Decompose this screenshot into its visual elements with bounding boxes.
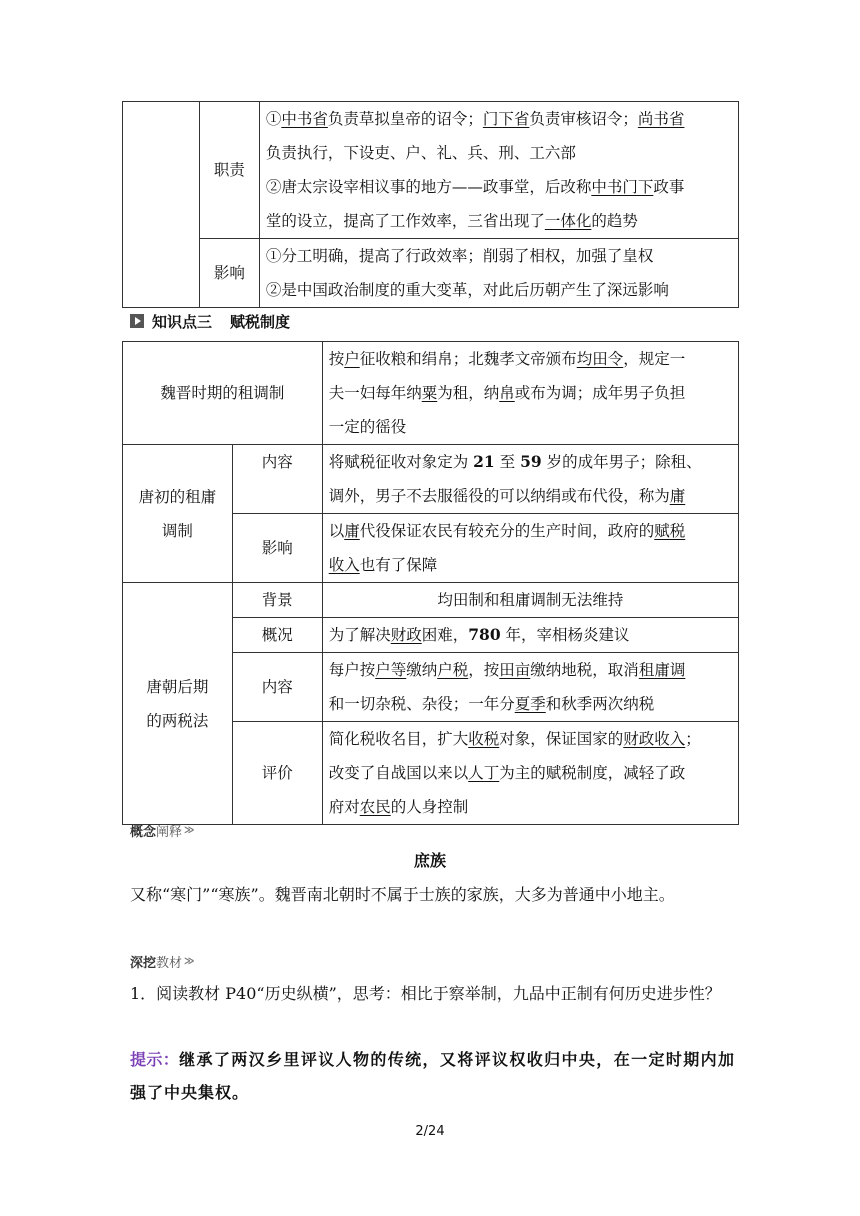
wei-jin-label: 魏晋时期的租调制 bbox=[123, 342, 323, 445]
evaluation-label: 评价 bbox=[232, 722, 322, 825]
background-label: 背景 bbox=[232, 583, 322, 618]
duties-content: ①中书省负责草拟皇帝的诏令；门下省负责审核诏令；尚书省 负责执行，下设吏、户、礼、兵、刑、工六部 ②唐太宗设宰相议事的地方——政事堂，后改称中书门下政事 堂的设立，提高了工作效率，三省出现了一体化的趋势 bbox=[259, 102, 738, 239]
term-definition: 又称“寒门”“寒族”。魏晋南北朝时不属于士族的家族，大多为普通中小地主。 bbox=[130, 885, 675, 904]
question-text: 1．阅读教材 P40“历史纵横”，思考：相比于察举制，九品中正制有何历史进步性？ bbox=[130, 984, 721, 1003]
tang-early-impact-label: 影响 bbox=[232, 514, 322, 583]
tang-late-label: 唐朝后期 的两税法 bbox=[123, 583, 233, 825]
page-number: 2/24 bbox=[415, 1124, 445, 1139]
section-title: 赋税制度 bbox=[230, 312, 291, 331]
section-heading bbox=[130, 309, 290, 333]
dig-label: 深挖 教材 ≫ bbox=[130, 956, 195, 971]
play-triangle-icon bbox=[130, 314, 144, 328]
section-number: 知识点三 bbox=[152, 312, 213, 331]
tang-early-label: 唐初的租庸 调制 bbox=[123, 445, 233, 583]
overview-label: 概况 bbox=[232, 618, 322, 653]
term-title: 庶族 bbox=[413, 851, 446, 870]
chevron-down-icon: ≫ bbox=[184, 825, 195, 836]
wei-jin-content: 按户征收粮和绢帛；北魏孝文帝颁布均田令，规定一 夫一妇每年纳粟为租，纳帛或布为调；成年男子负担 一定的徭役 bbox=[322, 342, 738, 445]
hint-label: 提示： bbox=[130, 1050, 180, 1069]
tang-early-impact: 以庸代役保证农民有较充分的生产时间，政府的赋税 收入也有了保障 bbox=[322, 514, 738, 583]
three-departments-table bbox=[122, 101, 739, 308]
tang-early-content: 将赋税征收对象定为 21 至 59 岁的成年男子；除租、 调外，男子不去服徭役的可以纳绢或布代役，称为庸 bbox=[322, 445, 738, 514]
background-text: 均田制和租庸调制无法维持 bbox=[322, 583, 738, 618]
tang-late-content-label: 内容 bbox=[232, 653, 322, 722]
overview-text: 为了解决财政困难，780 年，宰相杨炎建议 bbox=[322, 618, 738, 653]
tax-system-table bbox=[122, 341, 739, 825]
evaluation-text: 简化税收名目，扩大收税对象，保证国家的财政收入； 改变了自战国以来以人丁为主的赋税制度，减轻了政 府对农民的人身控制 bbox=[322, 722, 738, 825]
impact-label: 影响 bbox=[199, 239, 259, 308]
hint-text: 继承了两汉乡里评议人物的传统，又将评议权收归中央，在一定时期内加强了中央集权。 bbox=[130, 1050, 735, 1102]
tang-late-content: 每户按户等缴纳户税，按田亩缴纳地税，取消租庸调 和一切杂税、杂役；一年分夏季和秋季两次纳税 bbox=[322, 653, 738, 722]
empty-category-cell bbox=[123, 102, 200, 308]
impact-content: ①分工明确，提高了行政效率；削弱了相权，加强了皇权 ②是中国政治制度的重大变革，对此后历朝产生了深远影响 bbox=[259, 239, 738, 308]
chevron-down-icon: ≫ bbox=[184, 956, 195, 967]
concept-label: 概念 阐释 ≫ bbox=[130, 825, 195, 840]
tang-early-content-label: 内容 bbox=[232, 445, 322, 514]
duties-label: 职责 bbox=[199, 102, 259, 239]
hint-paragraph bbox=[130, 1043, 735, 1109]
